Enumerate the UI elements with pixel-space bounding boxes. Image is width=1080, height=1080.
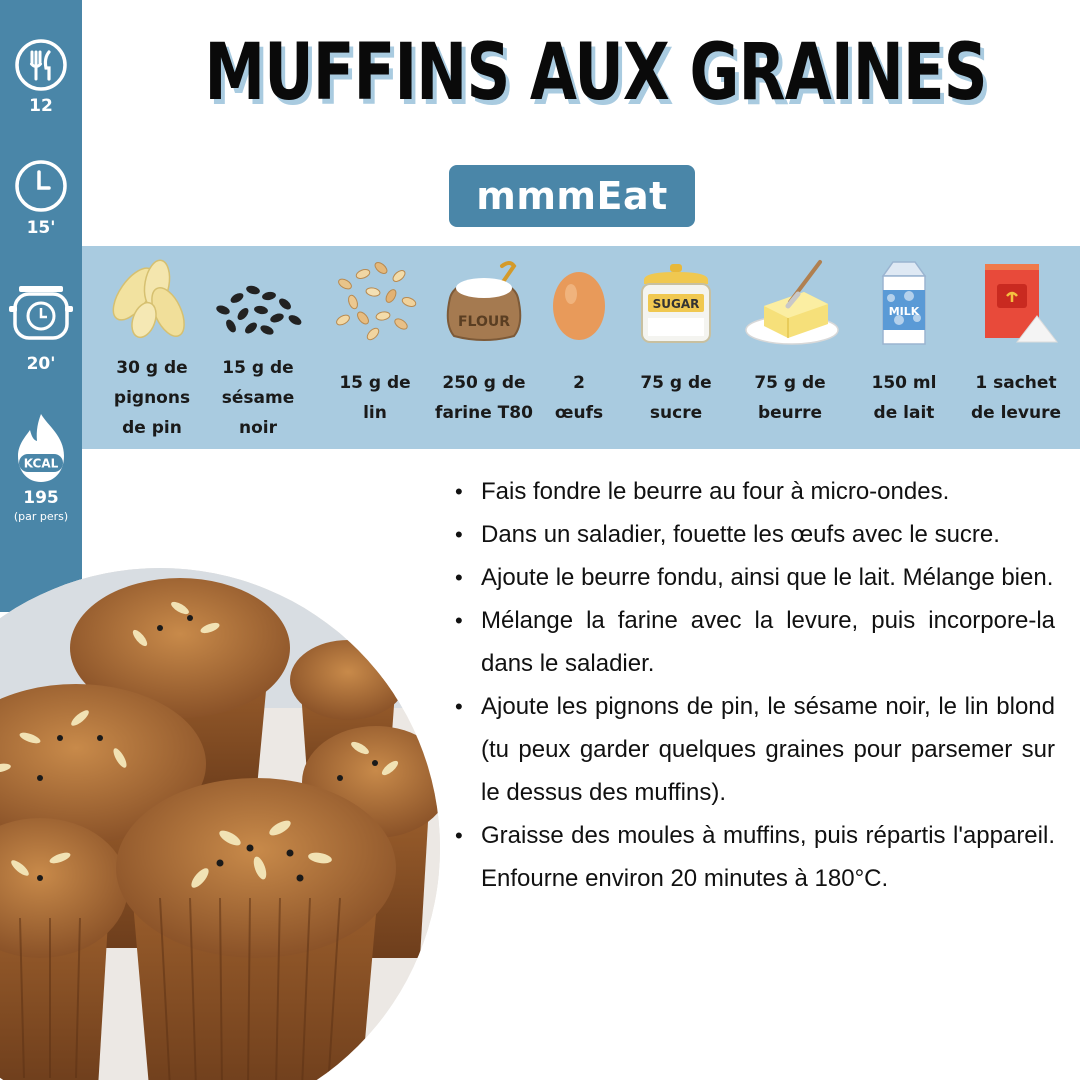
muffins-photo (0, 568, 440, 1080)
ingredient-label: 250 g de farine T80 (435, 373, 533, 423)
flax-seeds-icon (325, 254, 425, 344)
clock-icon (13, 158, 69, 214)
ingredient-label: 75 g de sucre (640, 373, 712, 423)
ingredient-label: 75 g de beurre (754, 373, 826, 423)
kcal-flame-icon (8, 410, 74, 486)
ingredient-item (544, 246, 614, 449)
oven-timer-icon (7, 282, 75, 344)
instruction-step: • Graisse des moules à muffins, puis répartis l'appareil. Enfourne environ 20 minutes à 180°C. (455, 814, 1055, 900)
ingredient-item (202, 246, 314, 449)
calories-value: 195 (23, 488, 59, 508)
ingredient-item (628, 246, 724, 449)
instruction-step: • Fais fondre le beurre au four à micro-ondes. (455, 470, 1055, 513)
instruction-step: • Ajoute le beurre fondu, ainsi que le lait. Mélange bien. (455, 556, 1055, 599)
prep-time-value: 15' (26, 218, 56, 238)
ingredient-label: 2 œufs (554, 373, 604, 423)
egg-icon (549, 254, 609, 344)
ingredient-label: 15 g de lin (339, 373, 411, 423)
recipe-title: MUFFINS AUX GRAINES (204, 28, 987, 118)
ingredient-label: 1 sachet de levure (970, 373, 1062, 423)
ingredient-item (742, 246, 838, 449)
yeast-sachet-icon (971, 254, 1061, 350)
calories-info (0, 410, 82, 523)
milk-icon-text: MILK (888, 305, 920, 318)
cook-time-info (0, 282, 82, 374)
instruction-step: • Ajoute les pignons de pin, le sésame noir, le lin blond (tu peux garder quelques graines pour parsemer sur le dessus des muffins). (455, 685, 1055, 814)
flour-icon-text: FLOUR (457, 314, 511, 330)
sugar-icon-text: SUGAR (652, 297, 700, 311)
ingredient-item (856, 246, 952, 449)
instruction-step: • Dans un saladier, fouette les œufs avec le sucre. (455, 513, 1055, 556)
cook-time-value: 20' (26, 354, 56, 374)
butter-icon (742, 254, 842, 350)
black-sesame-icon (203, 268, 313, 348)
ingredient-item (426, 246, 542, 449)
ingredient-label: 150 ml de lait (871, 373, 937, 423)
servings-info (0, 38, 82, 116)
info-sidebar (0, 0, 82, 612)
milk-carton-icon (869, 254, 939, 350)
kcal-icon-label: KCAL (23, 456, 59, 471)
ingredient-item (964, 246, 1068, 449)
sugar-jar-icon (636, 254, 716, 350)
pine-nuts-icon (102, 254, 202, 344)
prep-time-info (0, 158, 82, 238)
fork-knife-icon (14, 38, 68, 92)
brand-badge: mmmEat (449, 165, 695, 227)
ingredient-label: 30 g de pignons de pin (113, 358, 191, 438)
instruction-step: • Mélange la farine avec la levure, puis incorpore-la dans le saladier. (455, 599, 1055, 685)
servings-value: 12 (29, 96, 53, 116)
flour-bag-icon (436, 254, 532, 350)
calories-unit: (par pers) (13, 510, 69, 523)
ingredients-band (82, 246, 1080, 449)
ingredient-label: 15 g de sésame noir (221, 358, 295, 438)
instructions-list (455, 470, 1055, 900)
ingredient-item (322, 246, 428, 449)
